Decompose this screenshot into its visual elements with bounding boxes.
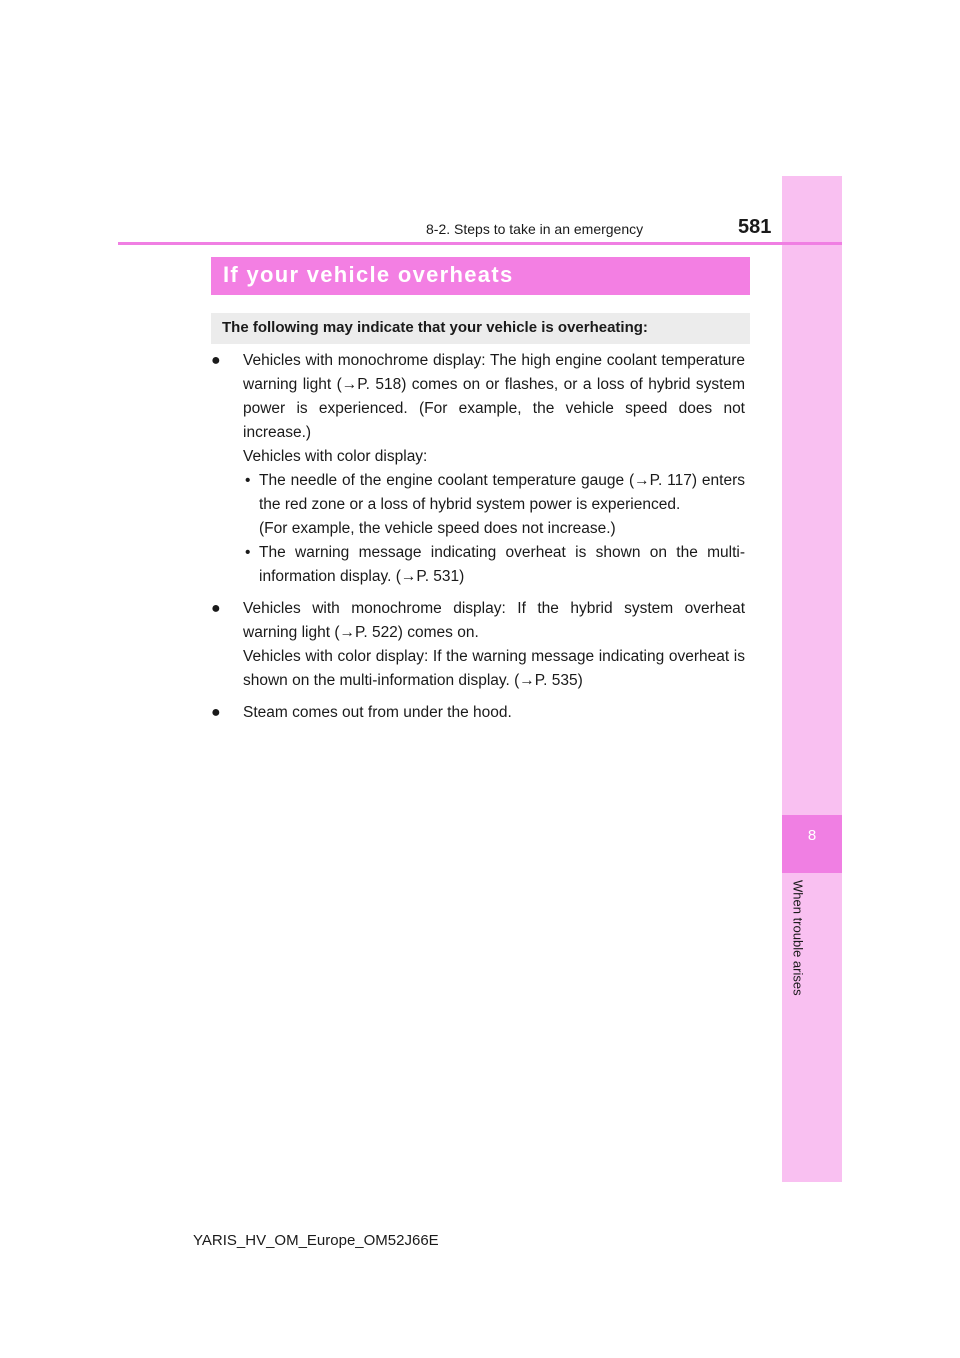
sub-bullet-icon: • <box>245 472 251 489</box>
sub-item-note <box>243 517 745 541</box>
item-text: Steam comes out from under the hood. <box>243 704 512 721</box>
chapter-number: 8 <box>807 827 817 844</box>
item-text-color: Vehicles with color display: If the warning message indicating overheat is shown on the multi-information display. (→P. 535) <box>243 648 745 689</box>
footer-code: YARIS_HV_OM_Europe_OM52J66E <box>193 1232 439 1249</box>
subtitle: The following may indicate that your vehicle is overheating: <box>222 319 648 336</box>
list-item <box>211 597 745 693</box>
bullet-icon: ● <box>211 352 221 369</box>
chapter-label: When trouble arises <box>790 880 806 996</box>
item-text: Vehicles with monochrome display: The high engine coolant temperature warning light (→P. 518) comes on or flashes, or a loss of hybrid system power is experienced. (For example, the vehicle speed does not increase.) <box>243 352 745 441</box>
sub-item-text: The needle of the engine coolant temperature gauge (→P. 117) enters the red zone or a loss of hybrid system power is experienced. <box>259 472 745 513</box>
header-divider <box>118 242 842 245</box>
bullet-icon: ● <box>211 600 221 617</box>
sub-item-text: The warning message indicating overheat is shown on the multi-information display. (→P. 531) <box>259 544 745 585</box>
color-display-intro: Vehicles with color display: <box>243 448 428 465</box>
chapter-tab-active[interactable] <box>782 815 842 873</box>
sub-item <box>243 469 745 517</box>
bullet-icon: ● <box>211 704 221 721</box>
sub-bullet-icon: • <box>245 544 251 561</box>
sub-item <box>243 541 745 589</box>
sub-item-note-text: (For example, the vehicle speed does not increase.) <box>259 520 616 537</box>
page-title: If your vehicle overheats <box>223 262 514 287</box>
page-number: 581 <box>738 216 772 238</box>
title-bar <box>211 257 750 295</box>
content <box>211 349 745 733</box>
chapter-sidebar <box>782 176 842 1182</box>
item-text: Vehicles with monochrome display: If the hybrid system overheat warning light (→P. 522) comes on. <box>243 600 745 641</box>
list-item <box>211 349 745 589</box>
section-header: 8-2. Steps to take in an emergency <box>426 221 644 237</box>
list-item <box>211 701 745 725</box>
subtitle-box <box>211 313 750 344</box>
